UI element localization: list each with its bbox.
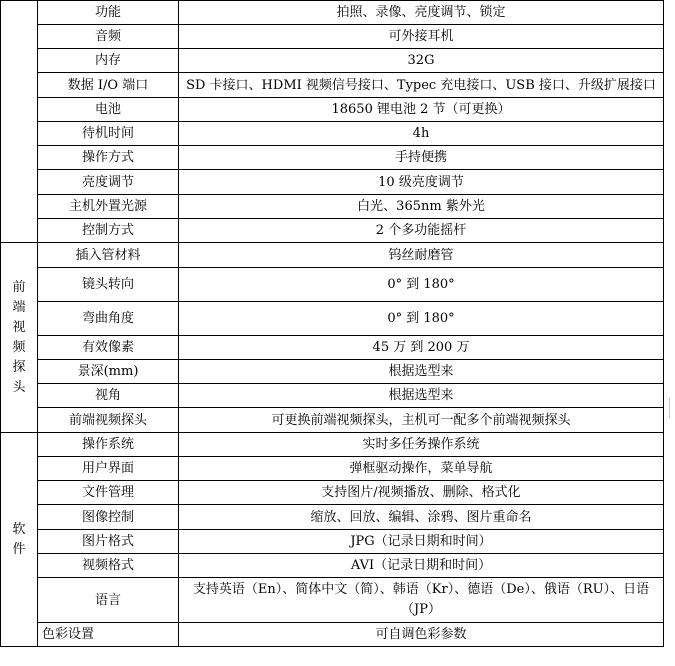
spec-value: 拍照、录像、亮度调节、锁定 xyxy=(179,1,664,25)
spec-value: AVI（记录日期和时间） xyxy=(179,554,664,578)
spec-label: 镜头转向 xyxy=(38,268,179,302)
table-row xyxy=(1,219,664,243)
category-label: 前端视频探头 xyxy=(12,279,26,395)
spec-label: 音频 xyxy=(38,25,179,49)
spec-label: 文件管理 xyxy=(38,481,179,505)
table-row xyxy=(1,530,664,554)
table-row xyxy=(1,623,664,647)
spec-value: 手持便携 xyxy=(179,146,664,170)
spec-label: 有效像素 xyxy=(38,336,179,360)
spec-value: 支持图片/视频播放、删除、格式化 xyxy=(179,481,664,505)
spec-label: 电池 xyxy=(38,98,179,122)
spec-label: 前端视频探头 xyxy=(38,408,179,433)
table-row xyxy=(1,384,664,408)
table-row xyxy=(1,302,664,336)
spec-value: 18650 锂电池 2 节（可更换） xyxy=(179,98,664,122)
spec-label: 操作系统 xyxy=(38,433,179,457)
spec-value: 可外接耳机 xyxy=(179,25,664,49)
spec-value: 实时多任务操作系统 xyxy=(179,433,664,457)
table-row xyxy=(1,195,664,219)
table-row xyxy=(1,433,664,457)
spec-value: 根据选型来 xyxy=(179,360,664,384)
table-row xyxy=(1,505,664,530)
table-row xyxy=(1,170,664,195)
table-row xyxy=(1,73,664,98)
spec-label: 图片格式 xyxy=(38,530,179,554)
spec-label: 色彩设置 xyxy=(38,623,179,647)
spec-label: 图像控制 xyxy=(38,505,179,530)
spec-value: 10 级亮度调节 xyxy=(179,170,664,195)
spec-value: 白光、365nm 紫外光 xyxy=(179,195,664,219)
spec-label: 功能 xyxy=(38,1,179,25)
spec-label: 弯曲角度 xyxy=(38,302,179,336)
spec-value: 32G xyxy=(179,49,664,73)
table-row xyxy=(1,408,664,433)
spec-value: 支持英语（En）、简体中文（简）、韩语（Kr）、德语（De）、俄语（RU）、日语（JP） xyxy=(179,578,664,623)
spec-label: 景深(mm) xyxy=(38,360,179,384)
spec-value: 4h xyxy=(179,122,664,146)
table-row xyxy=(1,98,664,122)
category-cell xyxy=(1,1,38,243)
table-row xyxy=(1,49,664,73)
table-row xyxy=(1,146,664,170)
category-cell xyxy=(1,433,38,647)
table-row xyxy=(1,25,664,49)
scrollbar-edge[interactable] xyxy=(669,398,675,418)
spec-label: 数据 I/O 端口 xyxy=(38,73,179,98)
table-row xyxy=(1,481,664,505)
spec-value: 0° 到 180° xyxy=(179,268,664,302)
table-row xyxy=(1,457,664,481)
spec-value: SD 卡接口、HDMI 视频信号接口、Typec 充电接口、USB 接口、升级扩展接口 xyxy=(179,73,664,98)
table-row xyxy=(1,360,664,384)
spec-value: 45 万 到 200 万 xyxy=(179,336,664,360)
spec-label: 插入管材料 xyxy=(38,243,179,268)
table-row xyxy=(1,554,664,578)
table-row xyxy=(1,243,664,268)
category-cell xyxy=(1,243,38,433)
spec-value: 可自调色彩参数 xyxy=(179,623,664,647)
spec-label: 主机外置光源 xyxy=(38,195,179,219)
spec-value: 根据选型来 xyxy=(179,384,664,408)
spec-value: JPG（记录日期和时间） xyxy=(179,530,664,554)
spec-label: 操作方式 xyxy=(38,146,179,170)
spec-value: 可更换前端视频探头，主机可一配多个前端视频探头 xyxy=(179,408,664,433)
spec-label: 亮度调节 xyxy=(38,170,179,195)
spec-label: 视角 xyxy=(38,384,179,408)
category-label: 软件 xyxy=(12,521,26,557)
spec-value: 弹框驱动操作，菜单导航 xyxy=(179,457,664,481)
spec-value: 0° 到 180° xyxy=(179,302,664,336)
spec-value: 钨丝耐磨管 xyxy=(179,243,664,268)
spec-label: 视频格式 xyxy=(38,554,179,578)
spec-label: 语言 xyxy=(38,578,179,623)
spec-label: 控制方式 xyxy=(38,219,179,243)
table-row xyxy=(1,336,664,360)
spec-label: 用户界面 xyxy=(38,457,179,481)
spec-value: 缩放、回放、编辑、涂鸦、图片重命名 xyxy=(179,505,664,530)
table-row xyxy=(1,122,664,146)
spec-value: 2 个多功能摇杆 xyxy=(179,219,664,243)
table-row xyxy=(1,1,664,25)
table-row xyxy=(1,578,664,623)
spec-label: 内存 xyxy=(38,49,179,73)
spec-label: 待机时间 xyxy=(38,122,179,146)
table-row xyxy=(1,268,664,302)
